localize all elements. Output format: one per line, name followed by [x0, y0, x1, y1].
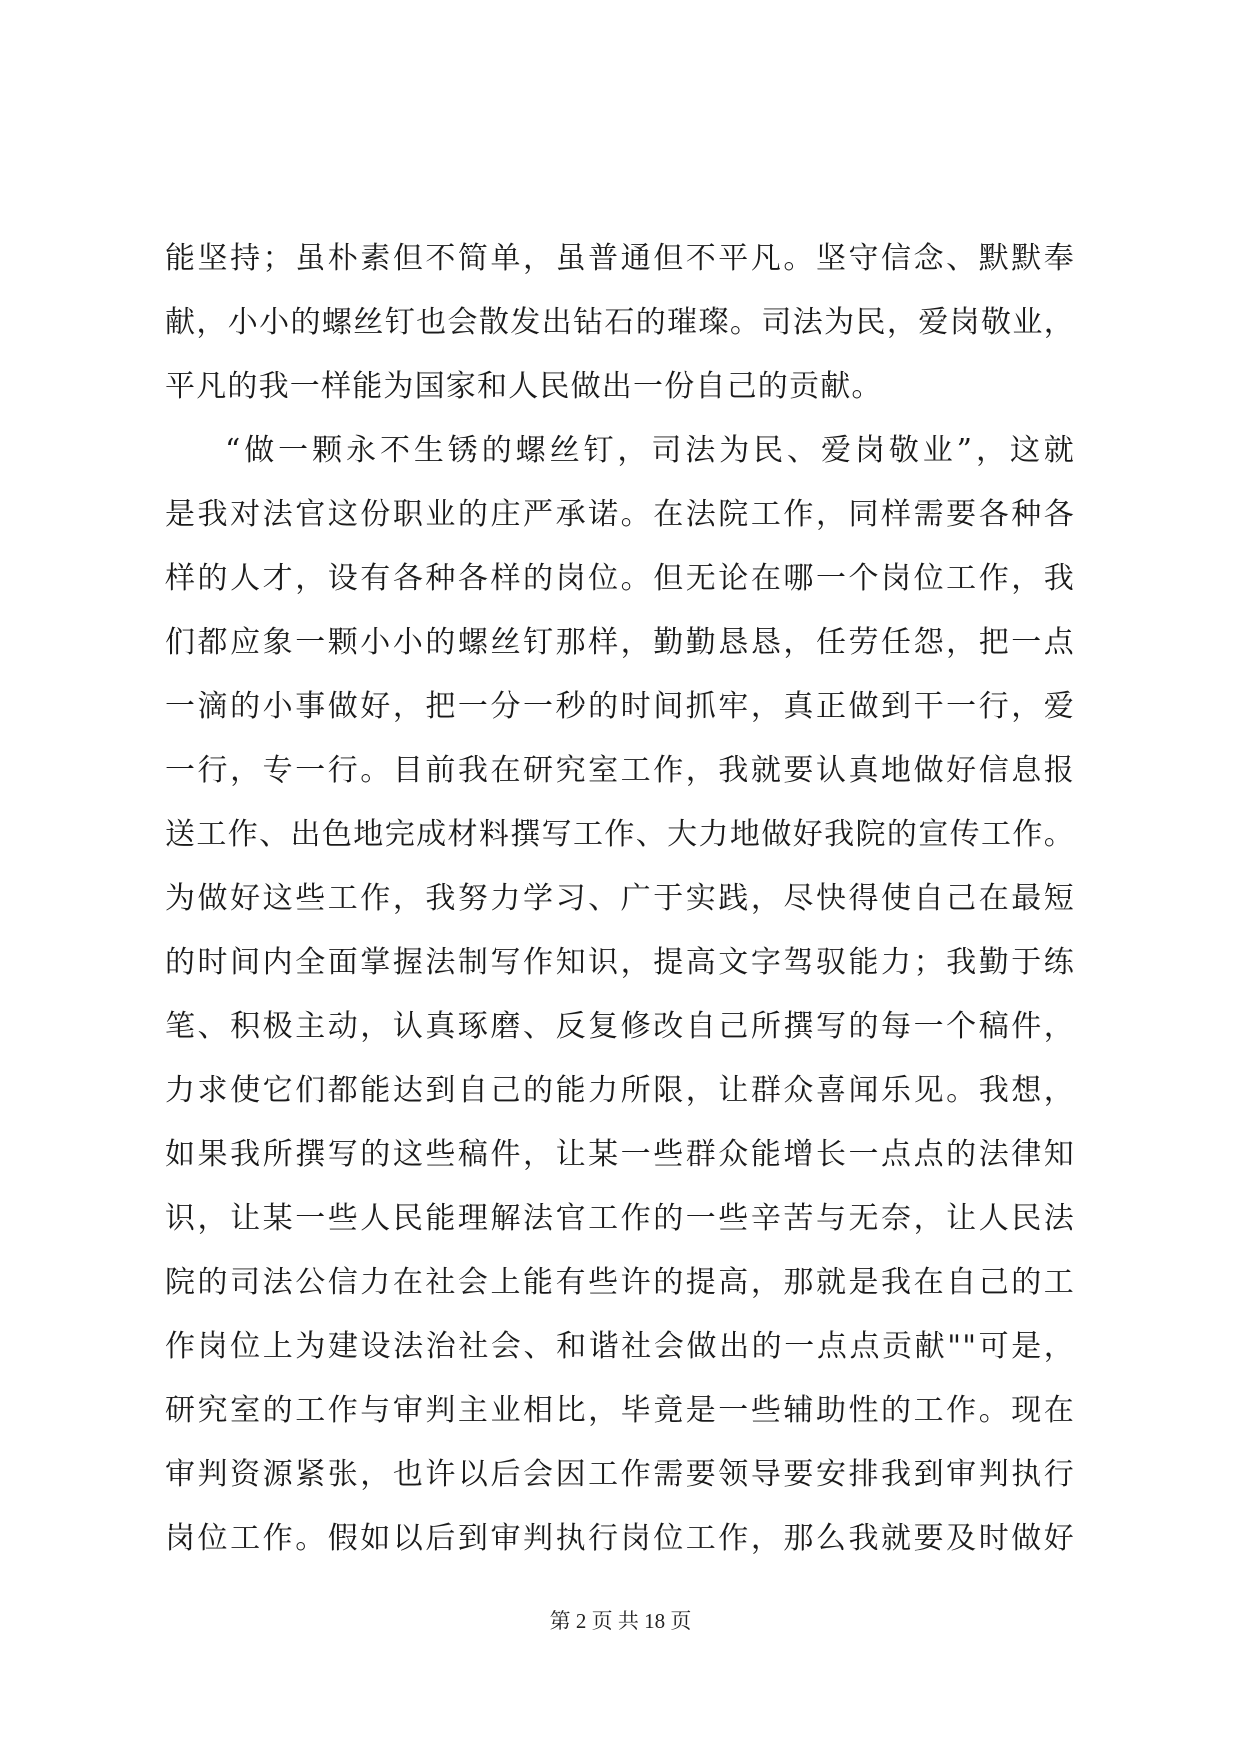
- text-line: 的时间内全面掌握法制写作知识，提高文字驾驭能力；我勤于练: [165, 945, 1075, 980]
- text-line: 力求使它们都能达到自己的能力所限，让群众喜闻乐见。我想，: [165, 1073, 1075, 1108]
- body-text: [165, 227, 1075, 1571]
- text-line: 献，小小的螺丝钉也会散发出钻石的璀璨。司法为民，爱岗敬业，: [165, 305, 1075, 340]
- text-line: 岗位工作。假如以后到审判执行岗位工作，那么我就要及时做好: [165, 1521, 1075, 1556]
- text-line: 为做好这些工作，我努力学习、广于实践，尽快得使自己在最短: [165, 881, 1075, 916]
- text-line: 一行，专一行。目前我在研究室工作，我就要认真地做好信息报: [165, 753, 1075, 788]
- text-line: 院的司法公信力在社会上能有些许的提高，那就是我在自己的工: [165, 1265, 1075, 1300]
- text-line: 平凡的我一样能为国家和人民做出一份自己的贡献。: [165, 369, 883, 404]
- text-line: 送工作、出色地完成材料撰写工作、大力地做好我院的宣传工作。: [165, 817, 1075, 852]
- text-line: 如果我所撰写的这些稿件，让某一些群众能增长一点点的法律知: [165, 1137, 1075, 1172]
- text-line: “做一颗永不生锈的螺丝钉，司法为民、爱岗敬业”，这就: [225, 433, 1075, 468]
- text-line: 作岗位上为建设法治社会、和谐社会做出的一点点贡献""可是，: [165, 1329, 1075, 1364]
- text-line: 一滴的小事做好，把一分一秒的时间抓牢，真正做到干一行，爱: [165, 689, 1075, 724]
- text-line: 样的人才，设有各种各样的岗位。但无论在哪一个岗位工作，我: [165, 561, 1075, 596]
- text-line: 们都应象一颗小小的螺丝钉那样，勤勤恳恳，任劳任怨，把一点: [165, 625, 1075, 660]
- text-line: 能坚持；虽朴素但不简单，虽普通但不平凡。坚守信念、默默奉: [165, 241, 1075, 276]
- text-line: 是我对法官这份职业的庄严承诺。在法院工作，同样需要各种各: [165, 497, 1075, 532]
- text-line: 研究室的工作与审判主业相比，毕竟是一些辅助性的工作。现在: [165, 1393, 1075, 1428]
- text-line: 笔、积极主动，认真琢磨、反复修改自己所撰写的每一个稿件，: [165, 1009, 1075, 1044]
- page-number-footer: 第 2 页 共 18 页: [549, 1609, 692, 1633]
- text-line: 识，让某一些人民能理解法官工作的一些辛苦与无奈，让人民法: [165, 1201, 1075, 1236]
- text-line: 审判资源紧张，也许以后会因工作需要领导要安排我到审判执行: [165, 1457, 1075, 1492]
